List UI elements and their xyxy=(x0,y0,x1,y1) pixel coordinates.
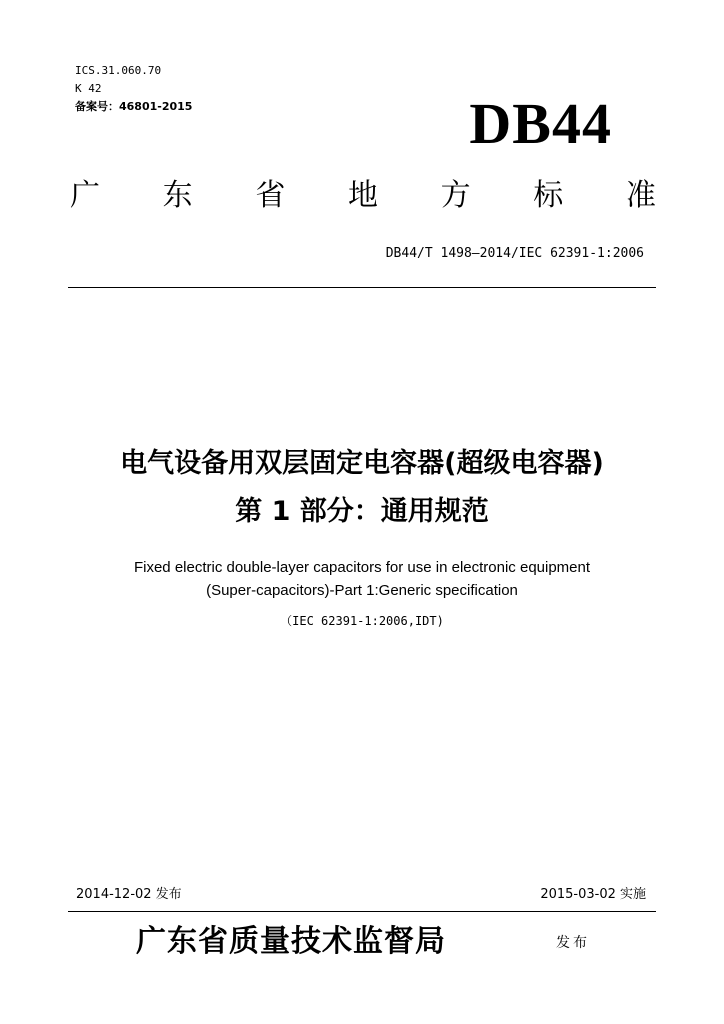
standard-number: DB44/T 1498—2014/IEC 62391-1:2006 xyxy=(385,246,644,261)
filing-number: 备案号：46801-2015 xyxy=(75,100,193,113)
title-zh-line-1: 电气设备用双层固定电容器(超级电容器) xyxy=(120,448,604,479)
standard-type-char: 方 xyxy=(440,178,471,213)
identical-to-note: （IEC 62391-1:2006,IDT) xyxy=(280,614,444,628)
title-en-line-2: (Super-capacitors)-Part 1:Generic specification xyxy=(206,582,518,599)
db44-logo: DB44 xyxy=(469,91,612,156)
title-zh-line-2: 第 1 部分：通用规范 xyxy=(235,496,489,527)
title-en-line-1: Fixed electric double-layer capacitors for use in electronic equipment xyxy=(133,559,591,576)
bottom-divider xyxy=(68,911,656,912)
ccs-code: K 42 xyxy=(75,82,102,95)
standard-type-char: 准 xyxy=(625,178,656,213)
issue-date: 2014-12-02 发布 xyxy=(76,887,182,902)
issuing-authority: 广东省质量技术监督局 xyxy=(136,924,446,959)
top-divider xyxy=(68,287,656,288)
publish-label: 发布 xyxy=(556,935,590,951)
standard-type-char: 地 xyxy=(347,178,378,213)
standard-type-char: 标 xyxy=(533,178,564,213)
ics-code: ICS.31.060.70 xyxy=(75,64,162,77)
standard-type-char: 省 xyxy=(255,178,286,213)
standard-type-char: 广 xyxy=(70,178,100,213)
standard-type-char: 东 xyxy=(162,178,193,213)
implementation-date: 2015-03-02 实施 xyxy=(540,887,646,902)
standard-type-heading xyxy=(68,176,658,216)
